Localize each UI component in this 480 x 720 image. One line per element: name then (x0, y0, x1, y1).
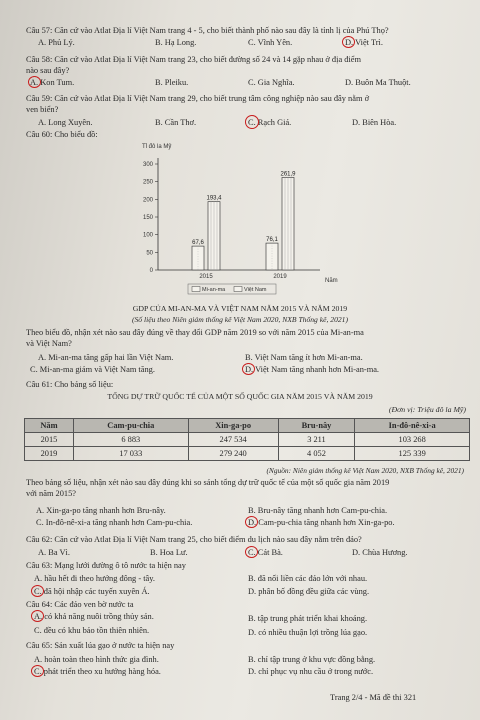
table-cell: 103 268 (355, 433, 470, 447)
q61-ask-cont: với năm 2015? (26, 489, 77, 498)
q64-stem: Câu 64: Các đảo ven bờ nước ta (26, 600, 134, 609)
table-title: TỔNG DỰ TRỮ QUỐC TẾ CỦA MỘT SỐ QUỐC GIA NĂM 2015 VÀ NĂM 2019 (107, 392, 373, 401)
q59-stem: Câu 59: Căn cứ vào Atlat Địa lí Việt Nam trang 29, cho biết trung tâm công nghiệp nào sau đây nằm ở (26, 94, 370, 103)
table-header-row (25, 419, 470, 433)
table-header-cell: In-đô-nê-xi-a (355, 419, 470, 433)
q64-option-a[interactable]: A. có khả năng nuôi trồng thủy sản. (34, 612, 154, 621)
q65-option-d[interactable]: D. chỉ phục vụ nhu cầu ở trong nước. (248, 667, 374, 676)
answer-circle-mark (245, 516, 258, 528)
q64-option-b[interactable]: B. tập trung phát triển khai khoáng. (248, 614, 368, 623)
q62-option-b[interactable]: B. Hoa Lư. (150, 548, 188, 557)
q59-option-c[interactable]: C. Rạch Giá. (248, 118, 292, 127)
q65-option-c[interactable]: C. phát triển theo xu hướng hàng hóa. (34, 667, 161, 676)
chart-y-axis-label: Tỉ đô la Mỹ (142, 144, 172, 150)
q57-option-d[interactable]: D. Việt Trì. (345, 38, 383, 47)
q62-stem: Câu 62: Căn cứ vào Atlat Địa lí Việt Nam trang 25, cho biết điểm du lịch nào sau đây nằm trên đảo? (26, 535, 362, 544)
q60-ask-cont: và Việt Nam? (26, 339, 72, 348)
q61-ask: Theo bảng số liệu, nhận xét nào sau đây đúng khi so sánh tổng dự trữ quốc tế của một số quốc gia năm 2019 (26, 478, 390, 487)
q62-option-d[interactable]: D. Chùa Hương. (352, 548, 408, 557)
chart-source: (Số liệu theo Niên giám thống kê Việt Nam 2020, NXB Thống kê, 2021) (131, 315, 349, 324)
q60-option-b[interactable]: B. Việt Nam tăng ít hơn Mi-an-ma. (245, 353, 363, 362)
page-footer: Trang 2/4 - Mã đề thi 321 (330, 693, 417, 702)
q65-option-b[interactable]: B. chỉ tập trung ở khu vực đồng bằng. (248, 655, 376, 664)
q61-option-a[interactable]: A. Xin-ga-po tăng nhanh hơn Bru-nây. (36, 506, 166, 515)
chart-y-tick-label: 150 (142, 215, 153, 221)
q58-stem: Câu 58: Căn cứ vào Atlat Địa lí Việt Nam trang 23, cho biết đường số 24 và 14 gặp nhau ở địa điểm (26, 55, 361, 64)
answer-circle-mark (31, 610, 44, 622)
chart-legend-label: Mi-an-ma (202, 287, 226, 293)
answer-circle-mark (31, 585, 44, 597)
q58-option-a[interactable]: A. Kon Tum. (30, 78, 75, 87)
q61-stem: Câu 61: Cho bảng số liệu: (26, 380, 114, 389)
q58-option-c[interactable]: C. Gia Nghĩa. (248, 78, 295, 87)
q57-option-c[interactable]: C. Vĩnh Yên. (248, 38, 293, 47)
q59-option-b[interactable]: B. Cần Thơ. (155, 118, 197, 127)
q64-option-d[interactable]: D. có nhiều thuận lợi trồng lúa gạo. (248, 628, 368, 637)
q57-option-b[interactable]: B. Hạ Long. (155, 38, 197, 47)
chart-data-label: 67,6 (192, 240, 204, 247)
q62-option-c[interactable]: C. Cát Bà. (248, 548, 283, 557)
table-cell: 279 240 (188, 447, 278, 461)
chart-y-tick-label: 0 (149, 268, 153, 274)
q65-option-a[interactable]: A. hoàn toàn theo hình thức gia đình. (34, 655, 159, 664)
table-cell: 247 534 (188, 433, 278, 447)
table-cell: 6 883 (73, 433, 188, 447)
chart-y-tick-label: 100 (142, 232, 153, 239)
chart-data-label: 261,9 (280, 171, 296, 178)
chart-legend-swatch (192, 287, 200, 292)
q60-option-d[interactable]: D. Việt Nam tăng nhanh hơn Mi-an-ma. (245, 365, 380, 374)
q58-option-d[interactable]: D. Buôn Ma Thuột. (345, 78, 411, 87)
gdp-bar-chart (130, 140, 350, 300)
answer-circle-mark (242, 363, 255, 375)
chart-y-tick-label: 50 (146, 250, 153, 257)
q58-option-b[interactable]: B. Pleiku. (155, 78, 189, 87)
chart-x-axis-label: Năm (325, 278, 338, 284)
chart-legend-swatch (234, 287, 242, 292)
answer-circle-mark (245, 546, 258, 558)
chart-x-tick-label: 2019 (273, 274, 287, 280)
table-row (25, 447, 470, 461)
answer-circle-mark (31, 665, 44, 677)
q63-option-b[interactable]: B. đã nối liền các đảo lớn với nhau. (248, 574, 368, 583)
chart-x-tick-label: 2015 (199, 274, 213, 280)
q57-stem: Câu 57: Căn cứ vào Atlat Địa lí Việt Nam trang 4 - 5, cho biết thành phố nào sau đây là tỉnh lị của Phú Thọ? (26, 26, 389, 35)
answer-circle-mark (342, 36, 355, 48)
chart-data-label: 193,4 (206, 195, 222, 202)
table-row (25, 433, 470, 447)
chart-y-tick-label: 250 (142, 179, 153, 186)
q60-stem: Câu 60: Cho biểu đồ: (26, 130, 98, 139)
q60-option-c[interactable]: C. Mi-an-ma giảm và Việt Nam tăng. (30, 365, 155, 374)
q61-option-b[interactable]: B. Bru-nây tăng nhanh hơn Cam-pu-chia. (248, 506, 388, 515)
q63-option-c[interactable]: C. đã hội nhập các tuyến xuyên Á. (34, 587, 150, 596)
q60-ask: Theo biểu đồ, nhận xét nào sau đây đúng về thay đổi GDP năm 2019 so với năm 2015 của Mi-an-ma (26, 328, 364, 337)
chart-caption: GDP CỦA MI-AN-MA VÀ VIỆT NAM NĂM 2015 VÀ NĂM 2019 (132, 304, 348, 313)
table-cell: 125 339 (355, 447, 470, 461)
q61-option-c[interactable]: C. In-đô-nê-xi-a tăng nhanh hơn Cam-pu-chia. (36, 518, 193, 527)
table-unit: (Đơn vị: Triệu đô la Mỹ) (388, 405, 466, 414)
q63-option-a[interactable]: A. hầu hết đi theo hướng đông - tây. (34, 574, 155, 583)
table-cell: 4 052 (278, 447, 355, 461)
table-header-cell: Bru-nây (278, 419, 355, 433)
table-cell: 2015 (25, 433, 74, 447)
q57-option-a[interactable]: A. Phủ Lý. (38, 38, 75, 47)
q59-option-a[interactable]: A. Long Xuyên. (38, 118, 93, 127)
chart-data-label: 76,1 (266, 237, 278, 244)
q60-option-a[interactable]: A. Mi-an-ma tăng gấp hai lần Việt Nam. (38, 353, 174, 362)
table-cell: 17 033 (73, 447, 188, 461)
answer-circle-mark (28, 76, 41, 88)
q59-stem-cont: ven biển? (26, 105, 59, 114)
answer-circle-mark (245, 115, 259, 129)
table-header-cell: Năm (25, 419, 74, 433)
q63-stem: Câu 63: Mạng lưới đường ô tô nước ta hiện nay (26, 561, 186, 570)
q65-stem: Câu 65: Sản xuất lúa gạo ở nước ta hiện nay (26, 641, 175, 650)
q64-option-c[interactable]: C. đều có khu bảo tồn thiên nhiên. (34, 626, 150, 635)
table-source: (Nguồn: Niên giám thống kê Việt Nam 2020, NXB Thống kê, 2021) (266, 466, 464, 475)
table-header-cell: Cam-pu-chia (73, 419, 188, 433)
table-header-cell: Xin-ga-po (188, 419, 278, 433)
chart-y-tick-label: 300 (142, 162, 153, 168)
q61-option-d[interactable]: D. Cam-pu-chia tăng nhanh hơn Xin-ga-po. (248, 518, 395, 527)
q59-option-d[interactable]: D. Biên Hòa. (352, 118, 397, 127)
chart-legend-label: Việt Nam (244, 287, 267, 293)
table-cell: 2019 (25, 447, 74, 461)
q58-stem-cont: nào sau đây? (26, 66, 70, 75)
q63-option-d[interactable]: D. phân bố đồng đều giữa các vùng. (248, 587, 370, 596)
table-cell: 3 211 (278, 433, 355, 447)
chart-y-tick-label: 200 (142, 197, 153, 204)
q62-option-a[interactable]: A. Ba Vì. (38, 548, 70, 557)
reserves-table (24, 418, 470, 461)
